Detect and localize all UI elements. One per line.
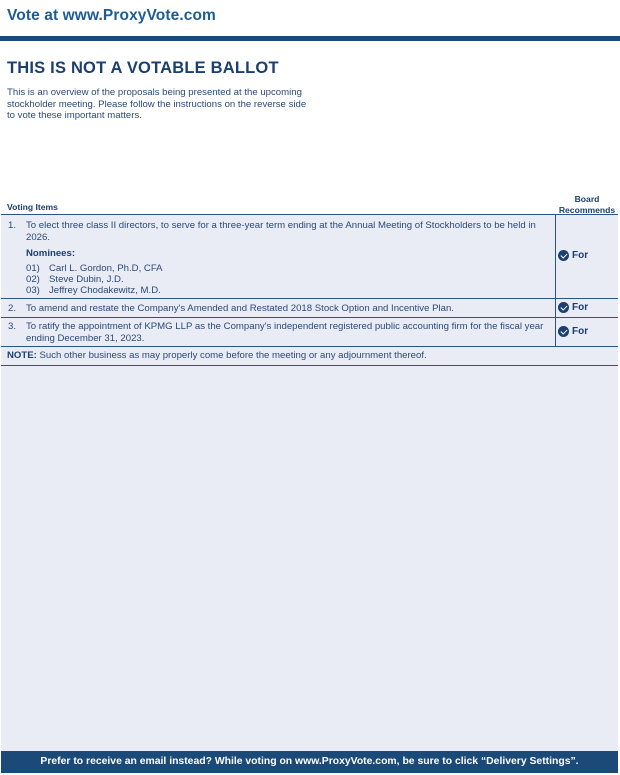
nominee-number: 02) <box>26 274 40 285</box>
check-circle-icon <box>558 302 569 313</box>
row-divider-1 <box>1 298 618 299</box>
ballot-note <box>7 350 427 361</box>
row-divider-2 <box>1 317 618 318</box>
header-divider-bar <box>0 36 620 41</box>
ballot-headline: THIS IS NOT A VOTABLE BALLOT <box>7 59 279 77</box>
voting-items-header: Voting Items <box>7 202 58 212</box>
nominee-row <box>26 285 161 296</box>
site-title: Vote at www.ProxyVote.com <box>7 7 216 24</box>
board-recommends-header <box>556 194 618 215</box>
table-top-rule <box>1 214 618 215</box>
item-2-number: 2. <box>8 303 17 314</box>
item-2-recommendation <box>558 302 588 313</box>
board-recommends-line1: Board <box>574 194 600 204</box>
ballot-intro: This is an overview of the proposals being presented at the upcoming stockholder meeting. Please follow the instructions on the reverse side to vote these important matters. <box>7 87 307 122</box>
recommendation-label: For <box>572 326 589 337</box>
check-circle-icon <box>558 326 569 337</box>
recommendation-label: For <box>572 302 589 313</box>
recommend-column-divider <box>555 214 556 347</box>
item-2-text: To amend and restate the Company's Amended and Restated 2018 Stock Option and Incentive Plan. <box>26 303 454 314</box>
check-circle-icon <box>558 250 569 261</box>
item-1-number: 1. <box>8 220 17 231</box>
item-1-recommendation <box>558 250 588 261</box>
note-label: NOTE: <box>7 350 37 361</box>
nominee-row <box>26 263 163 274</box>
nominee-number: 01) <box>26 263 40 274</box>
nominees-label: Nominees: <box>26 248 76 259</box>
item-3-recommendation <box>558 326 588 337</box>
delivery-settings-banner: Prefer to receive an email instead? While voting on www.ProxyVote.com, be sure to click “Delivery Settings”. <box>1 751 618 773</box>
note-text: Such other business as may properly come before the meeting or any adjournment thereof. <box>36 350 427 361</box>
recommendation-label: For <box>572 250 589 261</box>
item-3-text: To ratify the appointment of KPMG LLP as the Company's independent registered public accounting firm for the fiscal year ending December 31, 2023. <box>26 321 544 344</box>
board-recommends-line2: Recommends <box>558 204 616 215</box>
nominee-row <box>26 274 124 285</box>
note-bottom-rule <box>1 365 618 366</box>
nominee-number: 03) <box>26 285 40 296</box>
item-3-number: 3. <box>8 321 17 332</box>
nominee-name: Carl L. Gordon, Ph.D, CFA <box>49 263 163 274</box>
row-divider-3 <box>1 346 618 347</box>
nominee-name: Steve Dubin, J.D. <box>49 274 124 285</box>
nominee-name: Jeffrey Chodakewitz, M.D. <box>49 285 161 296</box>
item-1-text: To elect three class II directors, to serve for a three-year term ending at the Annual Meeting of Stockholders to be held in 2026. <box>26 220 536 243</box>
